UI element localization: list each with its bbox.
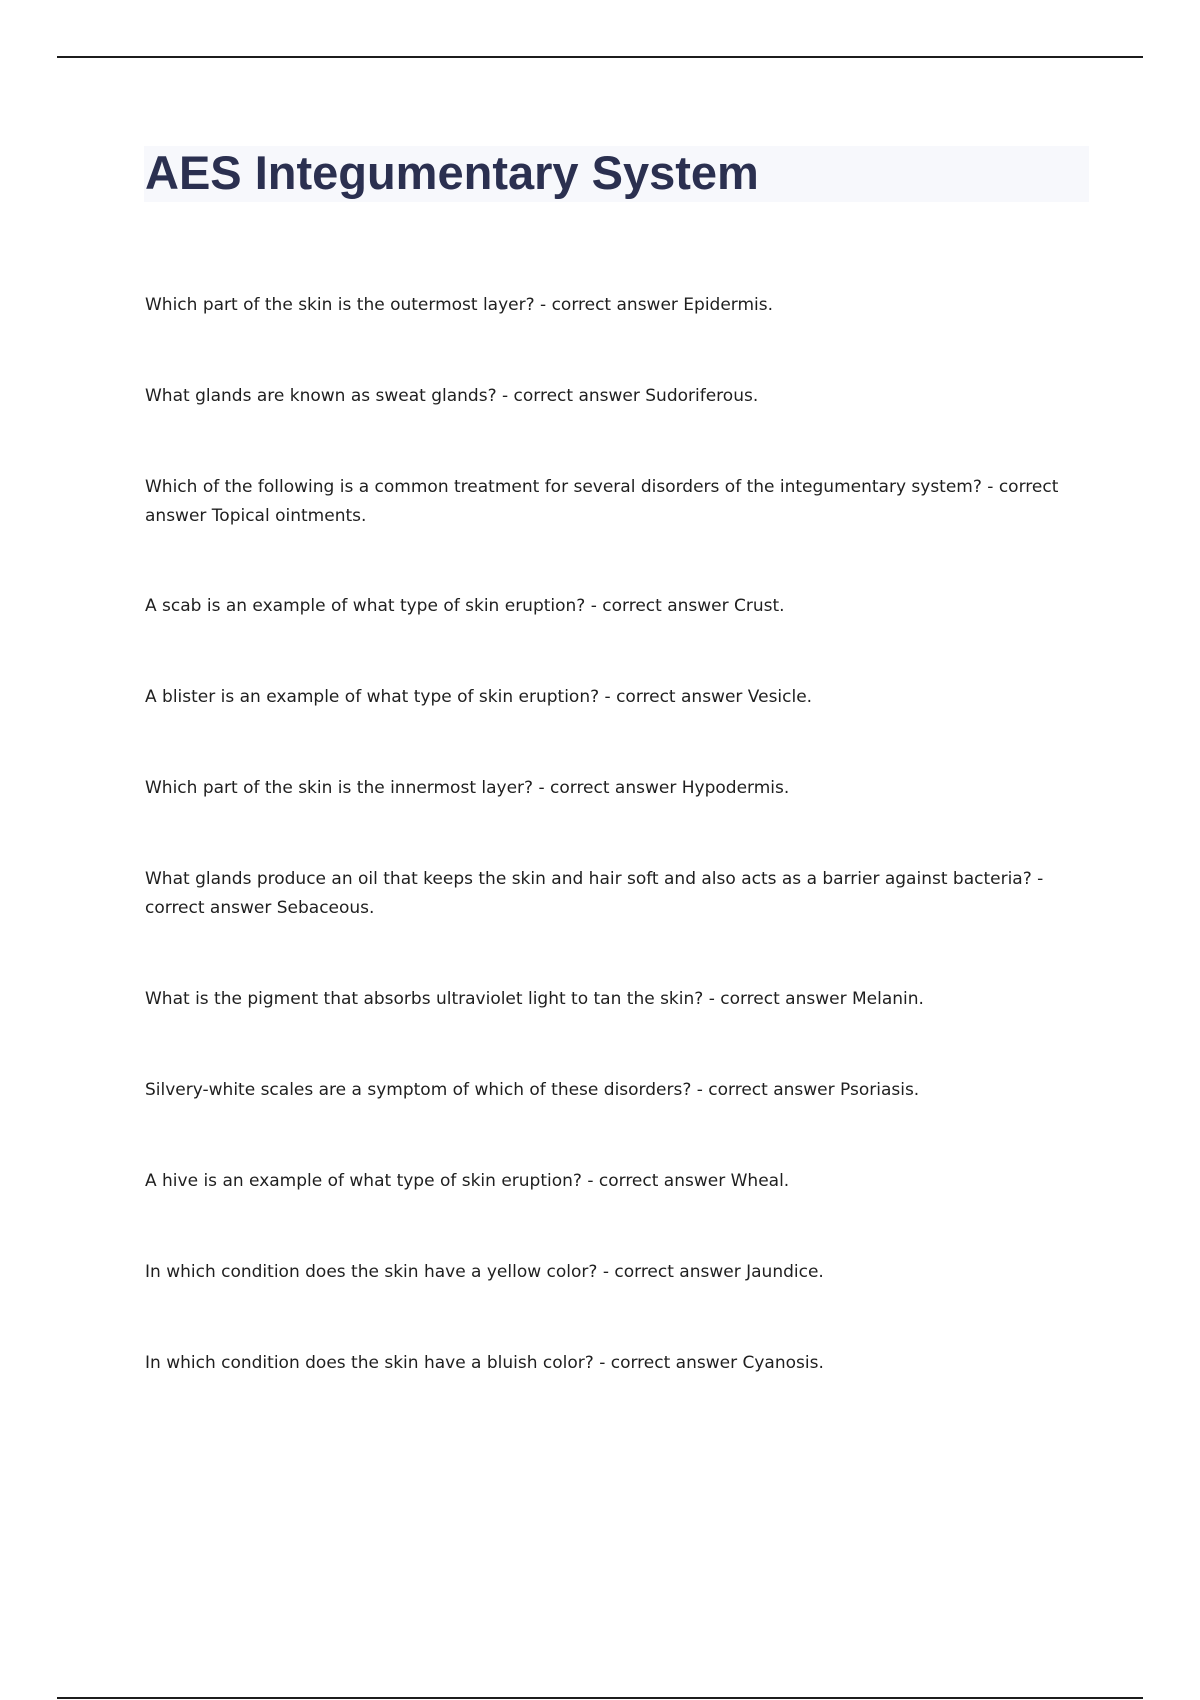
qa-item-6: Which part of the skin is the innermost layer? - correct answer Hypodermis. (145, 778, 790, 798)
qa-item-10: A hive is an example of what type of skin eruption? - correct answer Wheal. (145, 1171, 790, 1191)
qa-item-12: In which condition does the skin have a bluish color? - correct answer Cyanosis. (145, 1353, 824, 1373)
document-title: AES Integumentary System (145, 146, 759, 199)
top-rule (57, 56, 1143, 58)
qa-item-4: A scab is an example of what type of skin eruption? - correct answer Crust. (145, 596, 785, 616)
qa-item-1: Which part of the skin is the outermost layer? - correct answer Epidermis. (145, 295, 774, 315)
qa-item-2: What glands are known as sweat glands? - correct answer Sudoriferous. (145, 386, 759, 406)
qa-item-5: A blister is an example of what type of skin eruption? - correct answer Vesicle. (145, 687, 813, 707)
qa-item-11: In which condition does the skin have a yellow color? - correct answer Jaundice. (145, 1262, 824, 1282)
qa-item-3: Which of the following is a common treatment for several disorders of the integumentary system? - correct answer Topical ointments. (145, 477, 1059, 526)
qa-item-7: What glands produce an oil that keeps the skin and hair soft and also acts as a barrier against bacteria? - correct answer Sebaceous. (145, 869, 1044, 918)
qa-item-8: What is the pigment that absorbs ultraviolet light to tan the skin? - correct answer Melanin. (145, 989, 924, 1009)
qa-item-9: Silvery-white scales are a symptom of which of these disorders? - correct answer Psoriasis. (145, 1080, 920, 1100)
bottom-rule (57, 1697, 1143, 1699)
